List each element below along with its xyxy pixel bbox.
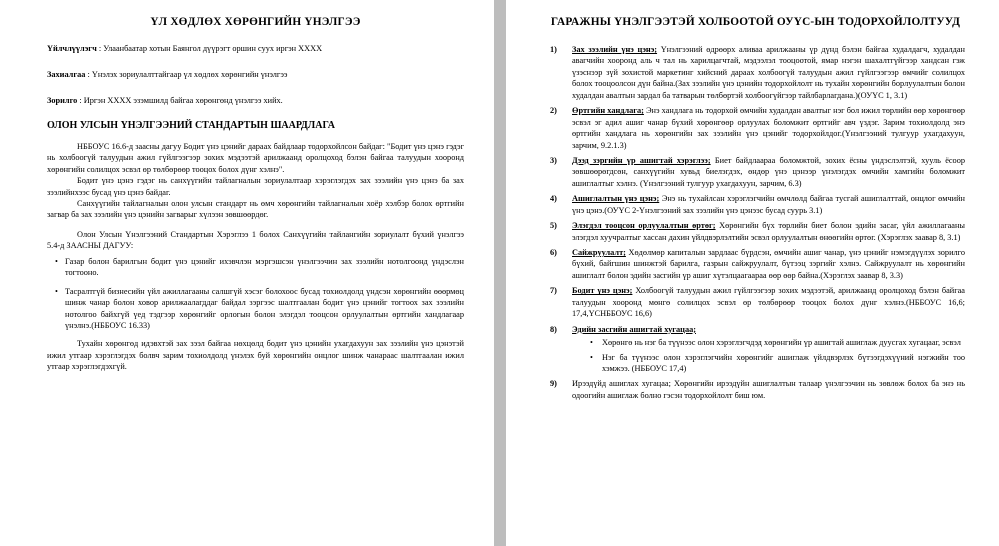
paragraph: Тухайн хөрөнгөд идэвхтэй зах зээл байгаа нөхцөлд бодит үнэ цэнийн ухагдахуун зах зээлийн үнэ цэнэтэй ижил утгаар хэрэглэгдэх болвч зарим тохиолдолд үнэлэх буй хөрөнгийн онцлог шинж чанараас шалтгаалан ижил утгаар хэрэглэгдэхгүй.: [47, 339, 464, 372]
list-item: [546, 220, 965, 243]
left-page: [0, 0, 494, 546]
item-number: 9): [550, 379, 557, 389]
paragraph: Санхүүгийн тайлагналын олон улсын стандарт нь өмч хөрөнгийн тайлагналын хоёр хэлбэр болох өртгийн загвар ба зах зээлийн үнэ цэнийн загварыг хүлээн зөвшөөрдөг.: [47, 199, 464, 220]
item-number: 1): [550, 45, 557, 54]
right-page: [506, 0, 999, 546]
paragraph: Бодит үнэ цэнэ гэдэг нь санхүүгийн тайлагналын зориулалтаар хэрэглэгдэх зах зээлийн үнэ цэнэ ба зах зээлийнхээс бусад үнэ цэнэ байдаг.: [47, 176, 464, 197]
sub-list-item: • Нэг ба түүнээс олон хэрэглэгчийн хөрөнгийг ашиглаж үйлдвэрлэх бүтээгдэхүүний нэгжийн тоо хэмжээ. (НББОУС 17,4): [602, 352, 965, 375]
order-field: [47, 70, 464, 80]
sub-list: [572, 337, 965, 374]
field-label: Захиалгаа: [47, 69, 86, 79]
purpose-field: [47, 96, 464, 106]
item-text: Хөрөнгийн бүх төрлийн биет болон эдийн засаг, үйл ажиллагааны элэгдэл хуучралтыг хассан дахин үйлдвэрлэлтийн эсвэл орлуулалтын өнөөгийн өртөг. (Хэрэглэх заавар 8, 3.1): [572, 221, 965, 242]
item-term: Ашиглалтын үнэ цэнэ;: [572, 194, 660, 204]
field-value: : Улаанбаатар хотын Баянгол дүүрэгт оршин суух иргэн ХХХХ: [96, 44, 323, 53]
sub-list-item: • Хөрөнгө нь нэг ба түүнээс олон хэрэглэгчдэд хөрөнгийн үр ашигтай ашиглаж дуусгах хугацааг, эсвэл: [602, 337, 965, 348]
list-item: [546, 44, 965, 101]
section-heading: ОЛОН УЛСЫН ҮНЭЛГЭЭНИЙ СТАНДАРТЫН ШААРДЛАГА: [47, 119, 335, 131]
page-title: ҮЛ ХӨДЛӨХ ХӨРӨНГИЙН ҮНЭЛГЭЭ: [150, 16, 361, 28]
item-term: Дээд зэргийн үр ашигтай хэрэглээ;: [572, 155, 711, 165]
item-number: 3): [550, 155, 557, 165]
item-term: Эдийн засгийн ашигтай хугацаа;: [572, 324, 696, 334]
item-number: 2): [550, 106, 557, 116]
field-value: : Иргэн ХХХХ эзэмшилд байгаа хөрөнгөнд үнэлгээ хийх.: [77, 95, 283, 105]
item-term: Бодит үнэ цэнэ;: [572, 286, 633, 296]
item-number: 5): [550, 221, 557, 231]
item-text: Хөдөлмөр капиталын зардлаас бүрдсэн, өмчийн ашиг чанар, үнэ цэнийг нэмэгдүүлэх зорилго бүхий, байгшин шинжтэй барилга, газрын сайжруулалт, бүтээц зэргийг хэлнэ. Сайжруулалт нь хөрөнгийн ашиглалт болон эдийн засгийн үр ашиг хүтэлцаагаараа өөр өөр байна.(Хэрэглэх заавар 8, 3.3): [572, 248, 965, 280]
paragraph: Олон Улсын Үнэлгээний Стандартын Хэрэглээ 1 болох Санхүүгийн тайлангийн зориулалт бүхий үнэлгээ 5.4-д ЗААСНЫ ДАГУУ:: [47, 229, 464, 251]
item-number: 6): [550, 248, 557, 257]
paragraph: НББОУС 16.6-д заасны дагуу Бодит үнэ цэнийг дараах байдлаар тодорхойлсон байдаг: "Бодит үнэ цэнэ гэдэг нь холбоогүй талуудын ажил гүйлгээгээр зохих мэдээтэй арилжаанд оролцоход бэлэн байгаа талуудын хооронд хөрөнгийн солилцох эсвэл өр төлбөрөөр тооцох болох дүнг хэлнэ".: [47, 141, 464, 174]
list-item: [546, 155, 965, 189]
item-text: Холбоогүй талуудын ажил гүйлгээгээр зохих мэдээтэй, арилжаанд оролцоход бэлэн байгаа талуудын хооронд мөнгө солилцох эсвэл өр төлбөрөөр тооцох болох дүнг хэлнэ.(НББОУС 16,6; 17,4,ҮСНББОУС 16,6): [572, 286, 965, 319]
bullet-list: [47, 256, 464, 332]
list-item: [546, 105, 965, 151]
item-number: 4): [550, 194, 557, 204]
field-value: : Үнэлэх зориулалттайгаар үл хөдлөх хөрөнгийн үнэлгээ: [85, 69, 288, 79]
item-term: Зах зээлийн үнэ цэнэ;: [572, 45, 658, 54]
definitions-list: [546, 44, 965, 401]
item-text: Ирээдүйд ашиглах хугацаа; Хөрөнгийн ирээдүйн ашиглалтын талаар үнэлгээчин нь зөвлөж болох ба энэ нь одоогийн ашиглаж болно гэсэн тодорхойлолт биш юм.: [572, 379, 965, 400]
item-text: Биет байдлаараа боломжтой, зохих ёсны үндэслэлтэй, хууль ёсоор зөвшөөрөгдсөн, санхүүгийн хувьд биелэгдэх, өндөр үнэ цэнээр үнэлэгдэх өмчийн хамгийн боломжит ашиглалтыг хэлнэ. (Үнэлгээний тулгуур ухагдахуун, зарчим, 6.3): [572, 155, 966, 188]
field-label: Зорилго: [47, 95, 78, 105]
item-number: 8): [550, 324, 557, 334]
item-text: Үнэлгээний өдрөөрх аливаа арилжааны үр дүнд бэлэн байгаа худалдагч, худалдан авагчийн хооронд аль ч тал нь харилцагчтай, мэдээлэл тооцоотой, ямар нэгэн шахалтгүйгээр хандсан гэж үзэснээр зүй зохистой маркетинг хийсний дараах холбоогүй талуудын ажил гүйлгээгээр өмчийг солилцох болох тооцоолсон дүн байна.(Зах зээлийн үнэ цэнийн тодорхойлолт нь тухайн хөрөнгийн борлуулалтын болон худалдан авалтын зардал ба татварын төлбөртэй холбоогүйгээр тайлбарлагдана.)(ОУҮС 1, 3.1): [572, 45, 966, 100]
list-item: [546, 378, 965, 401]
list-item: • Газар болон барилгын бодит үнэ цэнийг ихэвчлэн мэргэшсэн үнэлгээчин зах зээлийн нотолгоонд үндэслэн тогтооно.: [65, 256, 464, 279]
item-text: Энэ хандлага нь тодорхой өмчийн худалдан авалтыг нэг бол ижил төрлийн өөр хөрөнгөөр эсвэл эг адил ашиг чанар бүхий хөрөнгөөр орлуулах боломжит өртгийг авч үздэг. Зарим тохиолдолд энэ өртгийн хандлага нь хөрөнгийн зах зээлийн үнэ цэнийг тодорхойлдог.(Үнэлгээний тулгуур ухагдахуун, зарчим, 9.2.1.3): [572, 106, 965, 150]
item-term: Сайжруулалт;: [572, 248, 626, 257]
item-term: Өртгийн хандлага;: [572, 106, 644, 116]
client-field: [47, 44, 464, 54]
page-title: ГАРАЖНЫ ҮНЭЛГЭЭТЭЙ ХОЛБООТОЙ ОУҮС-ЫН ТОДОРХОЙЛОЛТУУД: [550, 16, 961, 28]
field-label: Үйлчлүүлэгч: [47, 44, 97, 53]
item-number: 7): [550, 286, 557, 296]
list-item: [546, 324, 965, 375]
list-item: • Тасралтгүй бизнесийн үйл ажиллагааны салшгүй хэсэг болохоос бусад тохиолдолд үндсэн хөрөнгийн өөөрмөц шинж чанар болон ховор арилжаалагддаг байдал зэргээс шалтгаалан бодит үнэ цэнийг тогтоох зах зээлийн нотолгоо байхгүй үед тэдгээр хөрөнгийг орлогын болон элэгдэл тооцсон орлуулалтын өртгийн хандлагаар үнэлнэ.(НББОУС 16.33): [65, 286, 464, 332]
item-text: Энэ нь тухайлсан хэрэглэгчийн өмчлөлд байгаа тусгай ашиглалттай, онцлог өмчийн үнэ цэнэ.(ОУҮС 2-Үнэлгээний зах зээлийн үнэ цэнээс бусад суурь 3.1): [572, 194, 965, 215]
list-item: [546, 247, 965, 281]
list-item: [546, 193, 965, 216]
list-item: [546, 285, 965, 319]
item-term: Элэгдэл тооцсон орлуулалтын өртөг;: [572, 221, 716, 231]
